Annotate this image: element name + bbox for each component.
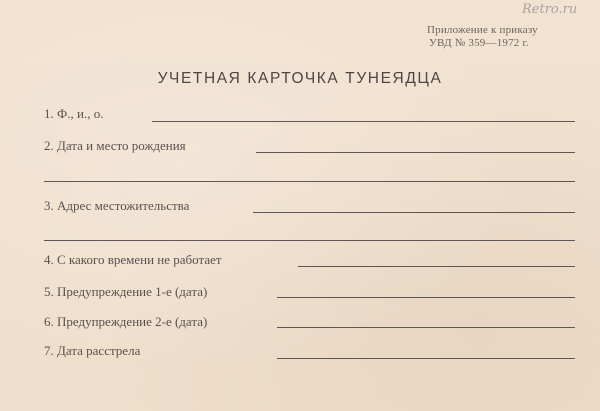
card-title: УЧЕТНАЯ КАРТОЧКА ТУНЕЯДЦА [157,70,443,87]
field-address [44,198,191,214]
field-birth-label: 2. Дата и место рождения [44,138,186,153]
appendix-line-1: Приложение к приказу [427,24,538,36]
field-address-line-extra[interactable] [44,240,575,241]
field-full-name [44,106,105,122]
appendix-line-2: УВД № 359—1972 г. [429,37,529,49]
field-birth-line-extra[interactable] [44,181,575,182]
watermark: Retro.ru [522,2,578,17]
field-unemployed-since [44,252,224,268]
field-full-name-label: 1. Ф., и., о. [44,106,104,121]
field-warning-1-line[interactable] [277,297,575,298]
field-warning-2-label: 6. Предупреждение 2-е (дата) [44,314,208,329]
field-warning-2 [44,314,209,330]
field-warning-1 [44,284,209,300]
field-unemployed-since-line[interactable] [298,266,575,267]
field-warning-2-line[interactable] [277,327,575,328]
appendix-note [427,24,587,50]
field-birth-line[interactable] [256,152,575,153]
field-unemployed-since-label: 4. С какого времени не работает [44,252,222,267]
field-warning-1-label: 5. Предупреждение 1-е (дата) [44,284,208,299]
field-birth [44,138,188,154]
field-full-name-line[interactable] [152,121,575,122]
field-address-line[interactable] [253,212,575,213]
field-execution-date-label: 7. Дата расстрела [44,343,141,358]
field-execution-date-line[interactable] [277,358,575,359]
field-execution-date [44,343,142,359]
field-address-label: 3. Адрес местожительства [44,198,190,213]
